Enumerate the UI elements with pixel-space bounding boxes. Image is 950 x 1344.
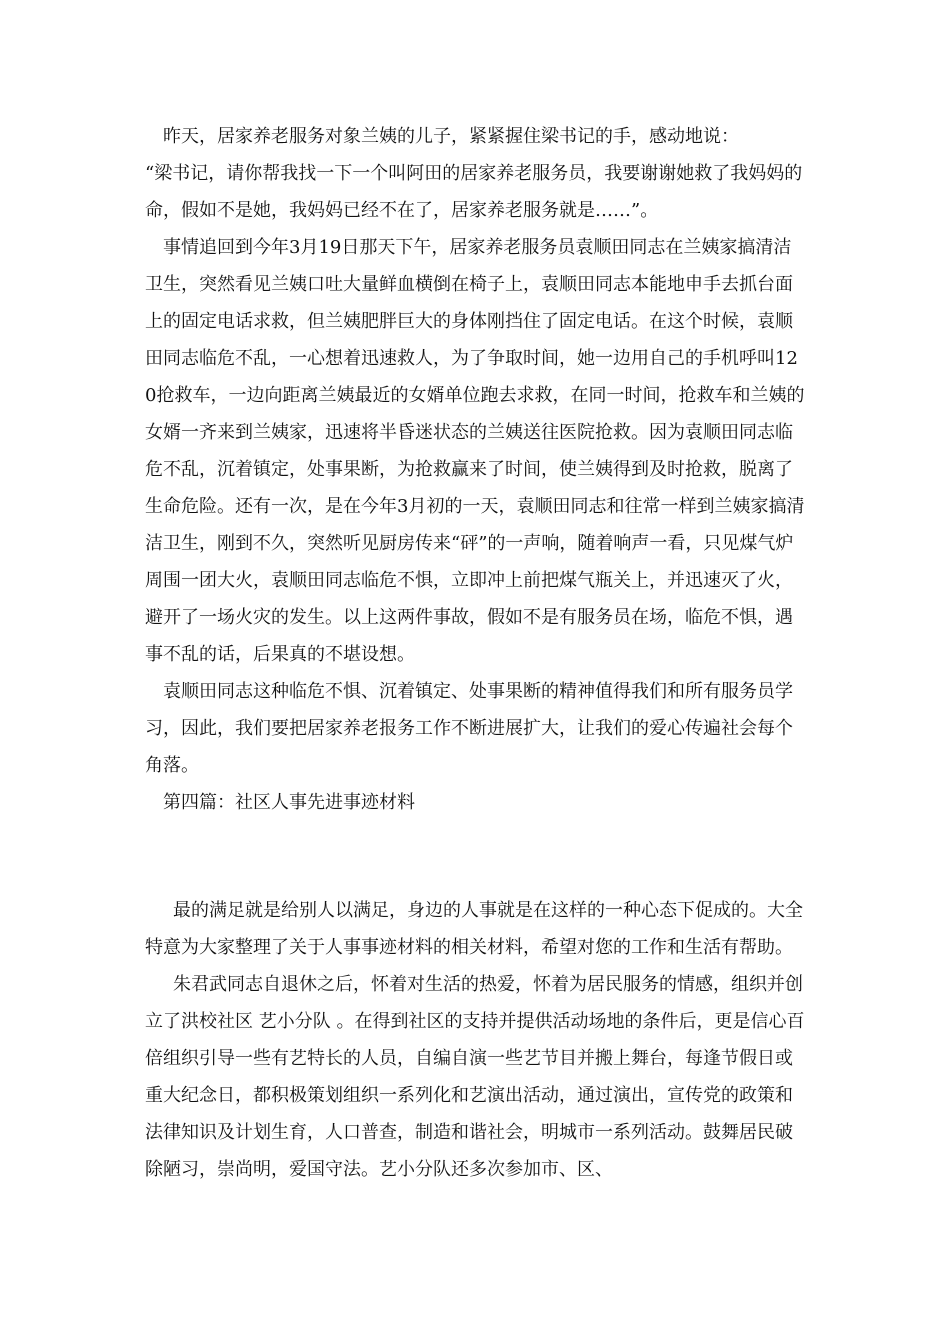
paragraph-3: 事情追回到今年3月19日那天下午，居家养老服务员袁顺田同志在兰姨家搞清洁卫生，突然看见兰姨口吐大量鲜血横倒在椅子上，袁顺田同志本能地申手去抓台面上的固定电话求救，但兰姨肥胖巨大的身体刚挡住了固定电话。在这个时候，袁顺田同志临危不乱，一心想着迅速救人，为了争取时间，她一边用自己的手机呼叫120抢救车，一边向距离兰姨最近的女婿单位跑去求救，在同一时间，抢救车和兰姨的女婿一齐来到兰姨家，迅速将半昏迷状态的兰姨送往医院抢救。因为袁顺田同志临危不乱，沉着镇定，处事果断，为抢救赢来了时间，使兰姨得到及时抢救，脱离了生命危险。还有一次，是在今年3月初的一天，袁顺田同志和往常一样到兰姨家搞清洁卫生，刚到不久，突然听见厨房传来“砰”的一声响，随着响声一看，只见煤气炉周围一团大火，袁顺田同志临危不惧，立即冲上前把煤气瓶关上，并迅速灭了火，避开了一场火灾的发生。以上这两件事故，假如不是有服务员在场，临危不惧，遇事不乱的话，后果真的不堪设想。	[145, 237, 805, 665]
paragraph-4: 袁顺田同志这种临危不惧、沉着镇定、处事果断的精神值得我们和所有服务员学习，因此，我们要把居家养老报务工作不断进展扩大，让我们的爱心传遍社会每个角落。	[145, 681, 793, 776]
section-b	[145, 892, 805, 1188]
paragraph-2: “梁书记，请你帮我找一下一个叫阿田的居家养老服务员，我要谢谢她救了我妈妈的命，假如不是她，我妈妈已经不在了，居家养老服务就是……”。	[145, 163, 803, 221]
section-a	[145, 118, 805, 821]
paragraph-5: 最的满足就是给别人以满足，身边的人事就是在这样的一种心态下促成的。大全特意为大家整理了关于人事事迹材料的相关材料，希望对您的工作和生活有帮助。	[145, 900, 803, 958]
paragraph-1: 昨天，居家养老服务对象兰姨的儿子，紧紧握住梁书记的手，感动地说：	[163, 126, 739, 147]
paragraph-6: 朱君武同志自退休之后，怀着对生活的热爱，怀着为居民服务的情感，组织并创立了洪校社区 艺小分队 。在得到社区的支持并提供活动场地的条件后，更是信心百倍组织引导一些有艺特长的人员，自编自演一些艺节目并搬上舞台，每逢节假日或重大纪念日，都积极策划组织一系列化和艺演出活动，通过演出，宣传党的政策和法律知识及计划生育，人口普查，制造和谐社会，明城市一系列活动。鼓舞居民破除陋习，崇尚明，爱国守法。艺小分队还多次参加市、区、	[145, 974, 805, 1180]
section-heading: 第四篇：社区人事先进事迹材料	[163, 792, 415, 813]
